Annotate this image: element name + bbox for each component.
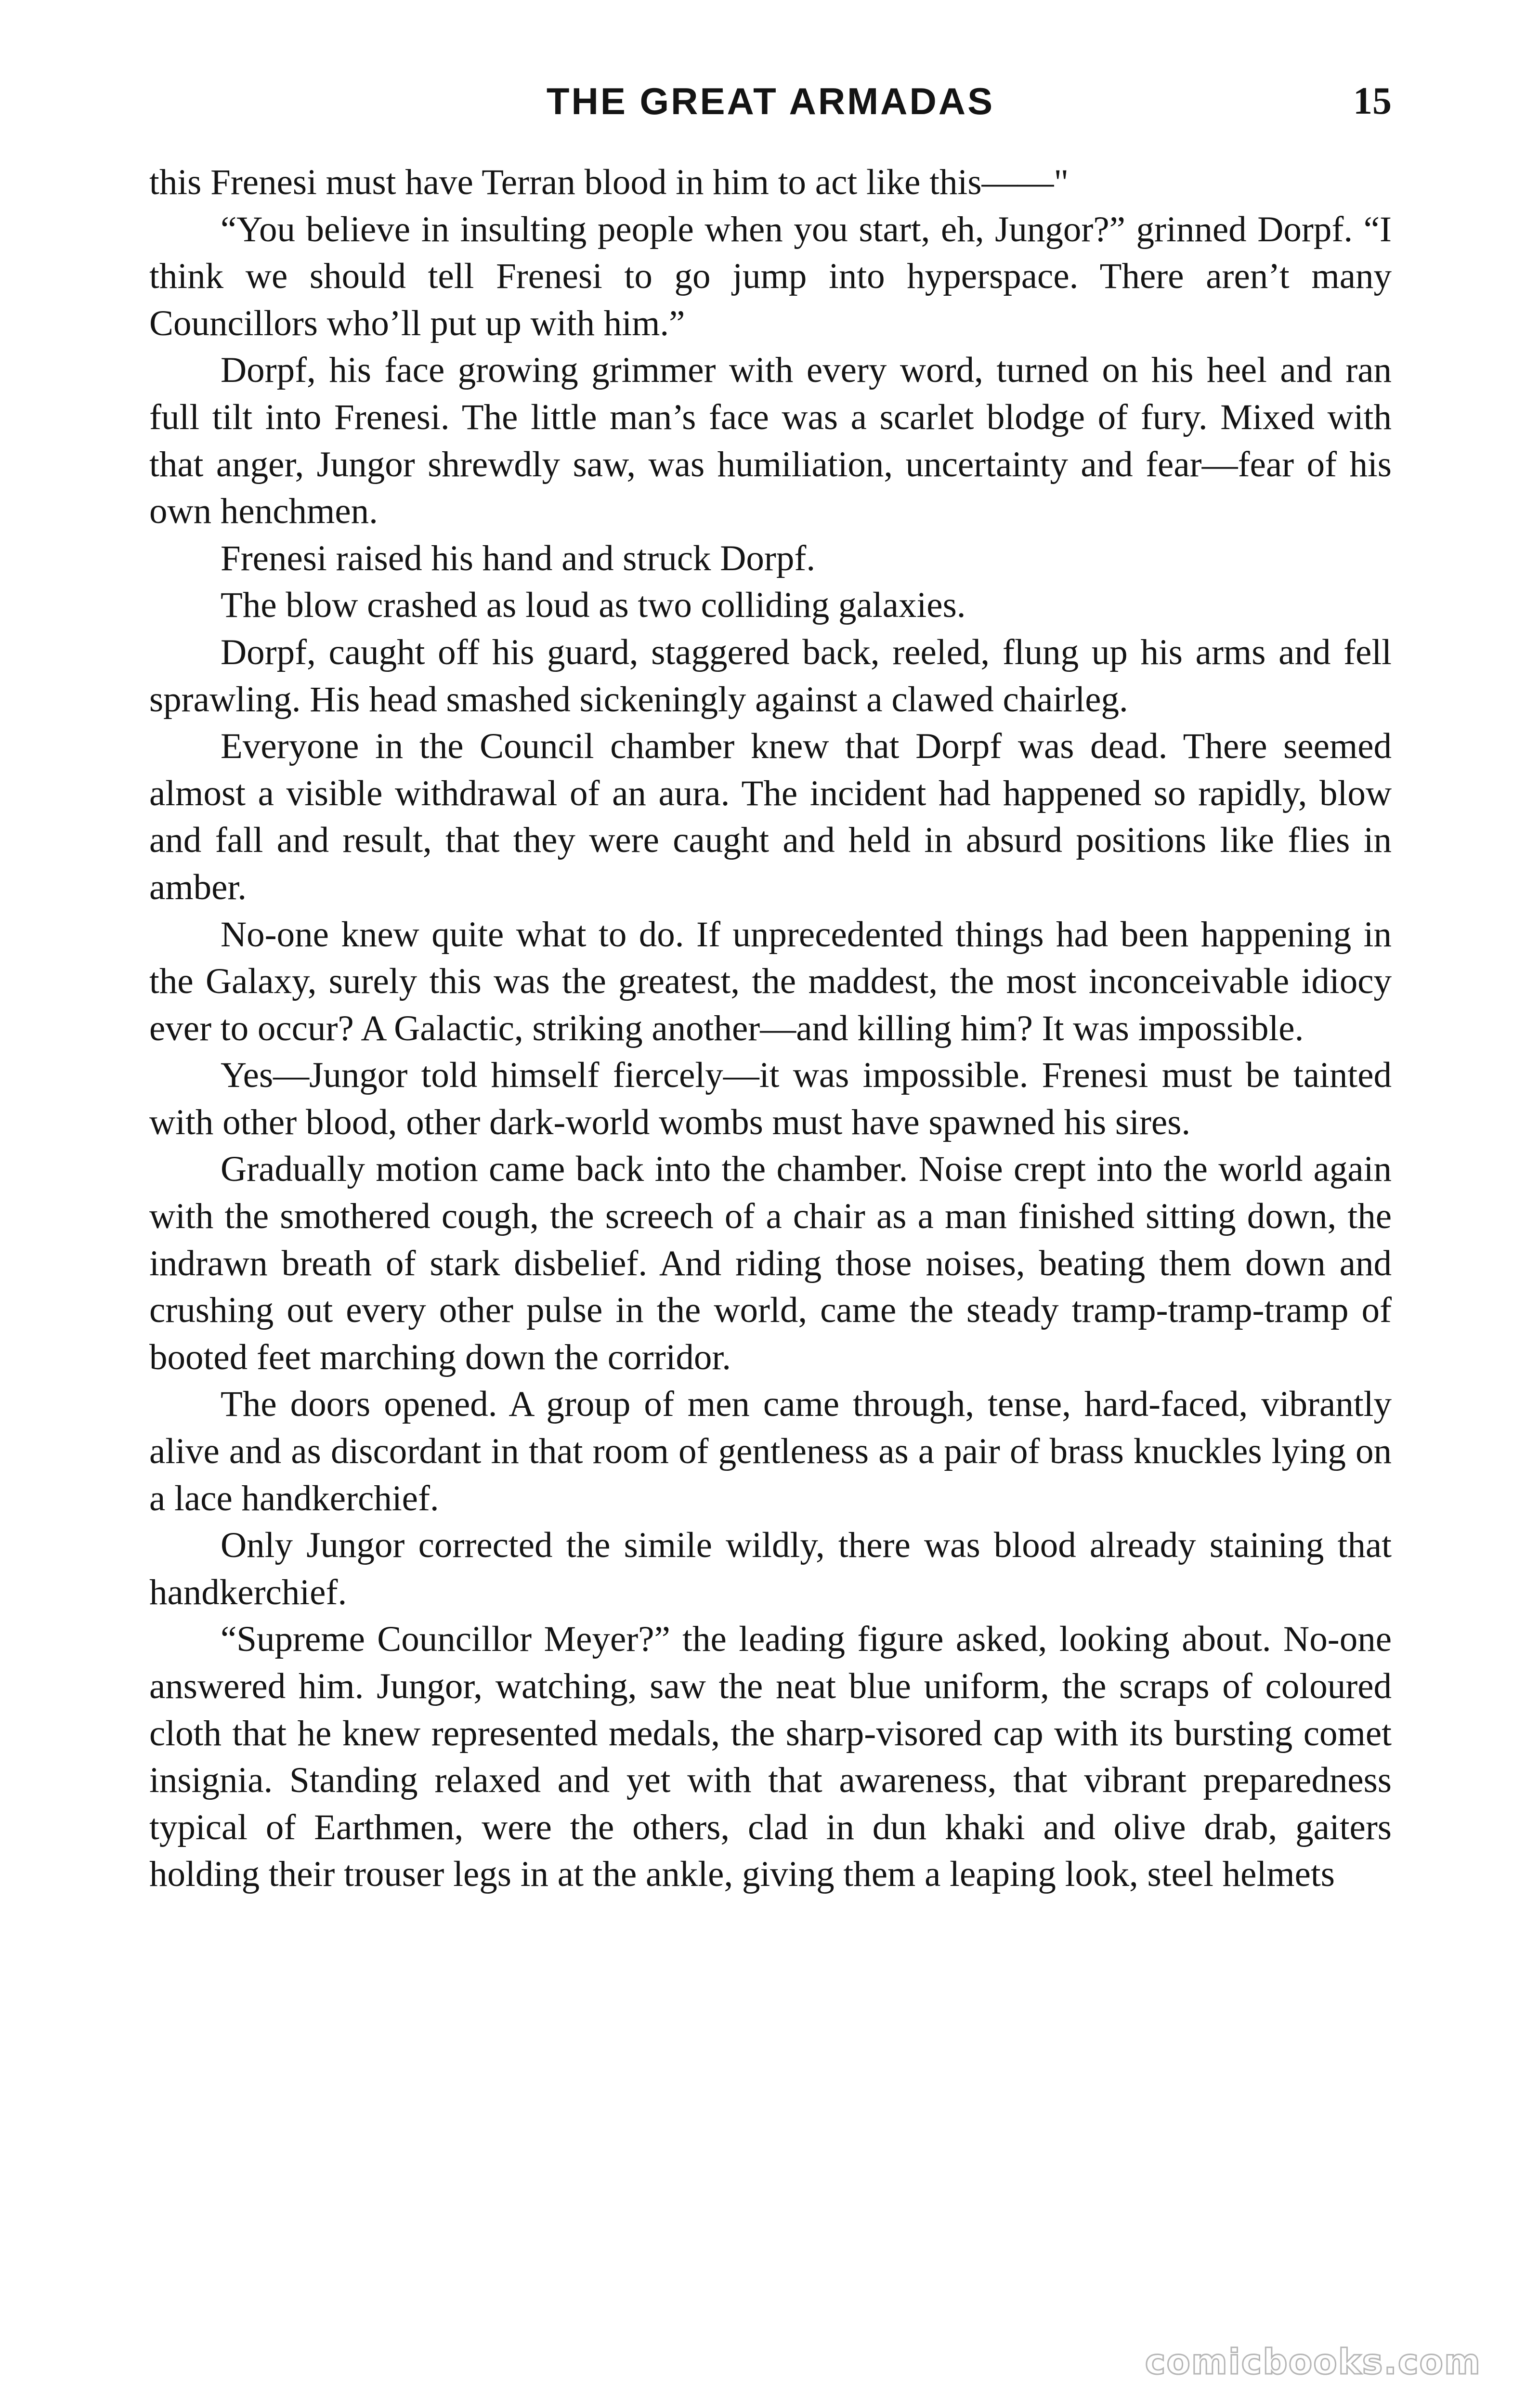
paragraph: Only Jungor corrected the simile wildly, there was blood already staining that handkerchief. bbox=[149, 1525, 1392, 1612]
paragraph: The doors opened. A group of men came through, tense, hard-faced, vibrantly alive and as discordant in that room of gentleness as a pair of brass knuckles lying on a lace handkerchief. bbox=[149, 1384, 1392, 1518]
page-number: 15 bbox=[1353, 80, 1392, 122]
watermark: comicbooks.com bbox=[1145, 2342, 1481, 2382]
paragraph: Frenesi raised his hand and struck Dorpf. bbox=[221, 538, 816, 578]
paragraph: No-one knew quite what to do. If unprecedented things had been happening in the Galaxy, surely this was the greatest, the maddest, the most inconceivable idiocy ever to occur? A Galactic, striking another—and killing him? It was impossible. bbox=[149, 914, 1392, 1048]
running-head bbox=[149, 72, 1392, 130]
running-title: THE GREAT ARMADAS bbox=[546, 80, 995, 122]
paragraph-continued: this Frenesi must have Terran blood in him to act like this——" bbox=[149, 162, 1069, 202]
paragraph: “You believe in insulting people when you start, eh, Jungor?” grinned Dorpf. “I think we should tell Frenesi to go jump into hyperspace. There aren’t many Councillors who’ll put up with him.” bbox=[149, 209, 1392, 343]
paragraph: Gradually motion came back into the chamber. Noise crept into the world again with the smothered cough, the screech of a chair as a man finished sitting down, the indrawn breath of stark disbelief. And riding those noises, beating them down and crushing out every other pulse in the world, came the steady tramp-tramp-tramp of booted feet marching down the corridor. bbox=[149, 1149, 1392, 1377]
paragraph: The blow crashed as loud as two colliding galaxies. bbox=[221, 585, 966, 626]
paragraph: Everyone in the Council chamber knew that Dorpf was dead. There seemed almost a visible withdrawal of an aura. The incident had happened so rapidly, blow and fall and result, that they were caught and held in absurd positions like flies in amber. bbox=[149, 726, 1392, 907]
paragraph: “Supreme Councillor Meyer?” the leading figure asked, looking about. No-one answered him. Jungor, watching, saw the neat blue uniform, the scraps of coloured cloth that he knew represented medals, the sharp-visored cap with its bursting comet insignia. Standing relaxed and yet with that awareness, that vibrant preparedness typical of Earthmen, were the others, clad in dun khaki and olive drab, gaiters holding their trouser legs in at the ankle, giving them a leaping look, steel helmets bbox=[149, 1619, 1392, 1895]
body-text bbox=[149, 159, 1392, 1898]
paragraph: Yes—Jungor told himself fiercely—it was impossible. Frenesi must be tainted with other blood, other dark-world wombs must have spawned his sires. bbox=[149, 1055, 1392, 1142]
paragraph: Dorpf, caught off his guard, staggered back, reeled, flung up his arms and fell sprawling. His head smashed sickeningly against a clawed chairleg. bbox=[149, 632, 1392, 720]
paragraph: Dorpf, his face growing grimmer with every word, turned on his heel and ran full tilt into Frenesi. The little man’s face was a scarlet blodge of fury. Mixed with that anger, Jungor shrewdly saw, was humiliation, uncertainty and fear—fear of his own henchmen. bbox=[149, 350, 1392, 532]
